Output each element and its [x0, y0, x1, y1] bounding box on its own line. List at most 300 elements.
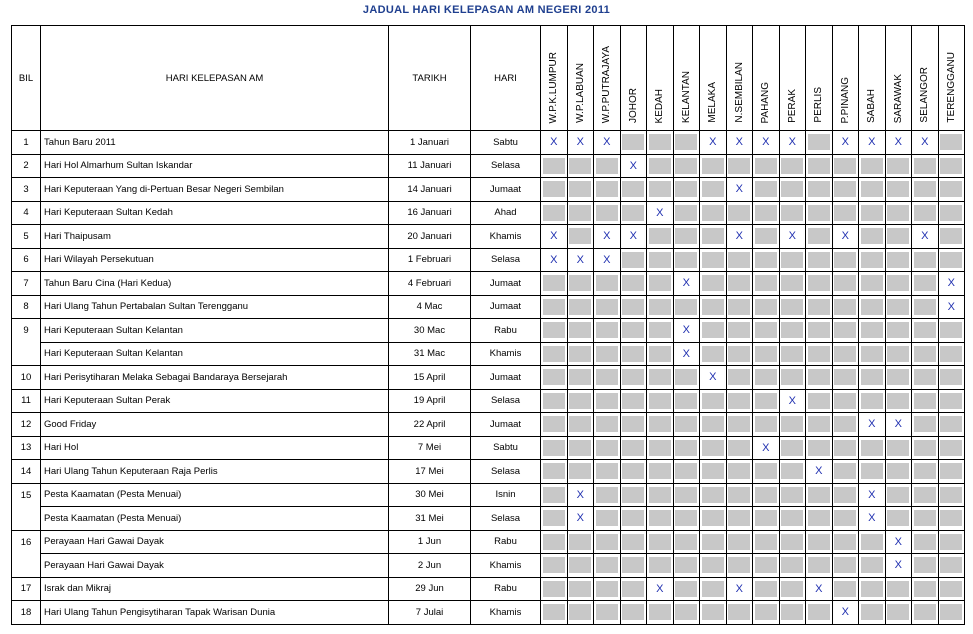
- x-mark: X: [603, 136, 611, 149]
- row-name: Perayaan Hari Gawai Dayak: [41, 530, 389, 554]
- row-name: Hari Ulang Tahun Pengisytiharan Tapak Warisan Dunia: [41, 601, 389, 625]
- empty-cell: [753, 507, 780, 531]
- holiday-mark: [594, 225, 621, 249]
- table-row: [12, 225, 965, 249]
- empty-cell: [912, 483, 939, 507]
- grey-box: [940, 181, 962, 197]
- empty-cell: [779, 201, 806, 225]
- grey-box: [728, 463, 750, 479]
- empty-cell: [806, 319, 833, 343]
- empty-cell: [912, 201, 939, 225]
- empty-cell: [938, 154, 965, 178]
- row-day: Jumaat: [471, 178, 541, 202]
- grey-box: [728, 369, 750, 385]
- grey-box: [649, 181, 671, 197]
- empty-cell: [594, 366, 621, 390]
- empty-cell: [938, 530, 965, 554]
- row-name: Tahun Baru Cina (Hari Kedua): [41, 272, 389, 296]
- empty-cell: [806, 530, 833, 554]
- x-mark: X: [841, 606, 849, 619]
- holiday-mark: [700, 131, 727, 155]
- row-day: Rabu: [471, 319, 541, 343]
- row-name: Hari Ulang Tahun Pertabalan Sultan Terengganu: [41, 295, 389, 319]
- grey-box: [755, 275, 777, 291]
- x-mark: X: [788, 136, 796, 149]
- empty-cell: [859, 366, 886, 390]
- grey-box: [887, 181, 909, 197]
- x-mark: X: [550, 253, 558, 266]
- empty-cell: [885, 248, 912, 272]
- header-state-label: JOHOR: [627, 88, 639, 123]
- empty-cell: [832, 530, 859, 554]
- grey-box: [755, 510, 777, 526]
- grey-box: [834, 158, 856, 174]
- empty-cell: [753, 460, 780, 484]
- grey-box: [622, 134, 644, 150]
- empty-cell: [753, 483, 780, 507]
- grey-box: [702, 416, 724, 432]
- empty-cell: [594, 601, 621, 625]
- empty-cell: [726, 154, 753, 178]
- empty-cell: [938, 248, 965, 272]
- grey-box: [702, 275, 724, 291]
- x-mark: X: [682, 324, 690, 337]
- empty-cell: [726, 366, 753, 390]
- header-state: [806, 26, 833, 131]
- grey-box: [702, 205, 724, 221]
- empty-cell: [832, 319, 859, 343]
- grey-box: [808, 299, 830, 315]
- row-bil: 11: [12, 389, 41, 413]
- grey-box: [596, 275, 618, 291]
- grey-box: [861, 205, 883, 221]
- grey-box: [596, 369, 618, 385]
- row-day: Selasa: [471, 154, 541, 178]
- empty-cell: [567, 577, 594, 601]
- empty-cell: [620, 295, 647, 319]
- empty-cell: [832, 577, 859, 601]
- row-name: Hari Keputeraan Yang di-Pertuan Besar Negeri Sembilan: [41, 178, 389, 202]
- grey-box: [596, 322, 618, 338]
- empty-cell: [647, 389, 674, 413]
- grey-box: [596, 581, 618, 597]
- row-date: 30 Mac: [389, 319, 471, 343]
- grey-box: [675, 416, 697, 432]
- grey-box: [834, 463, 856, 479]
- empty-cell: [541, 178, 568, 202]
- empty-cell: [567, 154, 594, 178]
- grey-box: [755, 369, 777, 385]
- empty-cell: [594, 530, 621, 554]
- holiday-mark: [832, 131, 859, 155]
- empty-cell: [806, 248, 833, 272]
- grey-box: [808, 252, 830, 268]
- header-state-label: SARAWAK: [892, 73, 904, 123]
- grey-box: [887, 440, 909, 456]
- row-bil: 15: [12, 483, 41, 507]
- x-mark: X: [576, 253, 584, 266]
- grey-box: [914, 299, 936, 315]
- header-state: [779, 26, 806, 131]
- empty-cell: [620, 507, 647, 531]
- empty-cell: [726, 319, 753, 343]
- x-mark: X: [841, 136, 849, 149]
- empty-cell: [594, 295, 621, 319]
- grey-box: [569, 158, 591, 174]
- grey-box: [649, 487, 671, 503]
- x-mark: X: [550, 230, 558, 243]
- header-state-label: PERAK: [786, 89, 798, 123]
- grey-box: [834, 581, 856, 597]
- x-mark: X: [709, 136, 717, 149]
- x-mark: X: [656, 582, 664, 595]
- row-date: 4 Februari: [389, 272, 471, 296]
- grey-box: [940, 463, 962, 479]
- grey-box: [728, 158, 750, 174]
- grey-box: [649, 440, 671, 456]
- empty-cell: [859, 554, 886, 578]
- grey-box: [861, 463, 883, 479]
- empty-cell: [779, 483, 806, 507]
- empty-cell: [700, 342, 727, 366]
- grey-box: [861, 534, 883, 550]
- grey-box: [569, 604, 591, 620]
- grey-box: [808, 534, 830, 550]
- empty-cell: [673, 154, 700, 178]
- x-mark: X: [841, 230, 849, 243]
- grey-box: [596, 534, 618, 550]
- empty-cell: [726, 507, 753, 531]
- empty-cell: [541, 342, 568, 366]
- empty-cell: [885, 342, 912, 366]
- grey-box: [914, 534, 936, 550]
- empty-cell: [700, 389, 727, 413]
- empty-cell: [647, 319, 674, 343]
- row-name: Pesta Kaamatan (Pesta Menuai): [41, 483, 389, 507]
- grey-box: [834, 181, 856, 197]
- empty-cell: [806, 225, 833, 249]
- header-state: [859, 26, 886, 131]
- grey-box: [808, 346, 830, 362]
- grey-box: [834, 322, 856, 338]
- empty-cell: [806, 295, 833, 319]
- grey-box: [649, 557, 671, 573]
- header-state: [673, 26, 700, 131]
- empty-cell: [673, 225, 700, 249]
- grey-box: [940, 604, 962, 620]
- row-date: 1 Jun: [389, 530, 471, 554]
- grey-box: [887, 205, 909, 221]
- header-state-label: PAHANG: [760, 81, 772, 123]
- empty-cell: [673, 248, 700, 272]
- empty-cell: [779, 154, 806, 178]
- holiday-mark: [567, 507, 594, 531]
- empty-cell: [885, 272, 912, 296]
- empty-cell: [647, 272, 674, 296]
- empty-cell: [567, 436, 594, 460]
- empty-cell: [938, 460, 965, 484]
- empty-cell: [541, 436, 568, 460]
- row-name: Hari Ulang Tahun Keputeraan Raja Perlis: [41, 460, 389, 484]
- grey-box: [702, 510, 724, 526]
- header-state: [700, 26, 727, 131]
- empty-cell: [912, 366, 939, 390]
- grey-box: [675, 158, 697, 174]
- grey-box: [834, 534, 856, 550]
- table-row: [12, 389, 965, 413]
- holiday-mark: [832, 601, 859, 625]
- row-name: Hari Perisytiharan Melaka Sebagai Bandaraya Bersejarah: [41, 366, 389, 390]
- x-mark: X: [894, 136, 902, 149]
- empty-cell: [938, 577, 965, 601]
- empty-cell: [673, 436, 700, 460]
- empty-cell: [806, 554, 833, 578]
- empty-cell: [673, 507, 700, 531]
- empty-cell: [620, 460, 647, 484]
- empty-cell: [594, 554, 621, 578]
- empty-cell: [832, 366, 859, 390]
- grey-box: [596, 158, 618, 174]
- row-bil: 10: [12, 366, 41, 390]
- header-state-label: PERLIS: [813, 87, 825, 123]
- row-name: Hari Wilayah Persekutuan: [41, 248, 389, 272]
- empty-cell: [938, 225, 965, 249]
- empty-cell: [700, 483, 727, 507]
- empty-cell: [885, 436, 912, 460]
- grey-box: [675, 604, 697, 620]
- grey-box: [834, 416, 856, 432]
- empty-cell: [859, 248, 886, 272]
- grey-box: [781, 487, 803, 503]
- holiday-mark: [673, 342, 700, 366]
- grey-box: [861, 369, 883, 385]
- empty-cell: [832, 248, 859, 272]
- empty-cell: [647, 601, 674, 625]
- empty-cell: [673, 483, 700, 507]
- empty-cell: [885, 507, 912, 531]
- holiday-mark: [859, 413, 886, 437]
- grey-box: [543, 463, 565, 479]
- empty-cell: [594, 483, 621, 507]
- table-row: [12, 530, 965, 554]
- grey-box: [940, 252, 962, 268]
- row-bil: [12, 342, 41, 366]
- grey-box: [914, 346, 936, 362]
- grey-box: [808, 393, 830, 409]
- empty-cell: [673, 413, 700, 437]
- grey-box: [543, 510, 565, 526]
- grey-box: [887, 275, 909, 291]
- row-name: Hari Keputeraan Sultan Kedah: [41, 201, 389, 225]
- grey-box: [887, 228, 909, 244]
- grey-box: [755, 228, 777, 244]
- grey-box: [781, 158, 803, 174]
- empty-cell: [673, 530, 700, 554]
- empty-cell: [859, 601, 886, 625]
- empty-cell: [726, 413, 753, 437]
- grey-box: [649, 228, 671, 244]
- grey-box: [914, 440, 936, 456]
- empty-cell: [938, 554, 965, 578]
- grey-box: [861, 322, 883, 338]
- row-bil: 6: [12, 248, 41, 272]
- grey-box: [861, 228, 883, 244]
- grey-box: [649, 510, 671, 526]
- empty-cell: [726, 201, 753, 225]
- empty-cell: [620, 577, 647, 601]
- empty-cell: [594, 460, 621, 484]
- grey-box: [702, 322, 724, 338]
- row-bil: [12, 554, 41, 578]
- grey-box: [596, 463, 618, 479]
- holiday-mark: [938, 295, 965, 319]
- empty-cell: [673, 554, 700, 578]
- table-body: [12, 131, 965, 625]
- row-day: Khamis: [471, 225, 541, 249]
- grey-box: [596, 393, 618, 409]
- empty-cell: [567, 413, 594, 437]
- row-bil: 13: [12, 436, 41, 460]
- header-state: [594, 26, 621, 131]
- empty-cell: [779, 319, 806, 343]
- row-name: Hari Keputeraan Sultan Kelantan: [41, 342, 389, 366]
- empty-cell: [806, 131, 833, 155]
- grey-box: [596, 557, 618, 573]
- grey-box: [861, 393, 883, 409]
- empty-cell: [779, 272, 806, 296]
- empty-cell: [726, 272, 753, 296]
- grey-box: [622, 205, 644, 221]
- row-date: 15 April: [389, 366, 471, 390]
- empty-cell: [594, 507, 621, 531]
- empty-cell: [700, 530, 727, 554]
- holiday-mark: [753, 131, 780, 155]
- grey-box: [808, 181, 830, 197]
- empty-cell: [753, 389, 780, 413]
- x-mark: X: [894, 535, 902, 548]
- grey-box: [675, 557, 697, 573]
- empty-cell: [753, 342, 780, 366]
- grey-box: [755, 416, 777, 432]
- empty-cell: [832, 272, 859, 296]
- empty-cell: [567, 342, 594, 366]
- holiday-mark: [938, 272, 965, 296]
- grey-box: [622, 275, 644, 291]
- grey-box: [543, 604, 565, 620]
- grey-box: [755, 299, 777, 315]
- grey-box: [755, 181, 777, 197]
- grey-box: [543, 346, 565, 362]
- empty-cell: [567, 366, 594, 390]
- grey-box: [808, 440, 830, 456]
- row-bil: 16: [12, 530, 41, 554]
- empty-cell: [753, 225, 780, 249]
- holiday-mark: [541, 225, 568, 249]
- grey-box: [914, 463, 936, 479]
- grey-box: [728, 557, 750, 573]
- empty-cell: [753, 601, 780, 625]
- row-day: Selasa: [471, 507, 541, 531]
- empty-cell: [912, 413, 939, 437]
- grey-box: [861, 604, 883, 620]
- grey-box: [622, 487, 644, 503]
- grey-box: [675, 463, 697, 479]
- empty-cell: [647, 507, 674, 531]
- grey-box: [622, 557, 644, 573]
- row-name: Perayaan Hari Gawai Dayak: [41, 554, 389, 578]
- grey-box: [728, 346, 750, 362]
- empty-cell: [859, 295, 886, 319]
- empty-cell: [912, 319, 939, 343]
- grey-box: [543, 322, 565, 338]
- empty-cell: [779, 413, 806, 437]
- row-day: Jumaat: [471, 413, 541, 437]
- grey-box: [861, 158, 883, 174]
- empty-cell: [938, 413, 965, 437]
- grey-box: [543, 557, 565, 573]
- empty-cell: [885, 201, 912, 225]
- grey-box: [596, 346, 618, 362]
- grey-box: [728, 487, 750, 503]
- grey-box: [622, 181, 644, 197]
- grey-box: [914, 158, 936, 174]
- empty-cell: [726, 248, 753, 272]
- empty-cell: [753, 554, 780, 578]
- row-bil: 5: [12, 225, 41, 249]
- grey-box: [808, 487, 830, 503]
- empty-cell: [779, 530, 806, 554]
- empty-cell: [779, 342, 806, 366]
- holiday-table: [11, 25, 965, 625]
- empty-cell: [673, 201, 700, 225]
- empty-cell: [541, 389, 568, 413]
- grey-box: [728, 393, 750, 409]
- x-mark: X: [921, 136, 929, 149]
- empty-cell: [832, 201, 859, 225]
- row-date: 7 Mei: [389, 436, 471, 460]
- row-name: Hari Keputeraan Sultan Perak: [41, 389, 389, 413]
- empty-cell: [912, 460, 939, 484]
- holiday-mark: [859, 507, 886, 531]
- grey-box: [596, 299, 618, 315]
- empty-cell: [700, 507, 727, 531]
- empty-cell: [832, 342, 859, 366]
- empty-cell: [753, 178, 780, 202]
- empty-cell: [832, 178, 859, 202]
- grey-box: [861, 181, 883, 197]
- row-day: Rabu: [471, 530, 541, 554]
- row-bil: 12: [12, 413, 41, 437]
- empty-cell: [912, 295, 939, 319]
- grey-box: [781, 416, 803, 432]
- table-row: [12, 131, 965, 155]
- x-mark: X: [815, 582, 823, 595]
- empty-cell: [859, 225, 886, 249]
- header-state: [620, 26, 647, 131]
- grey-box: [781, 275, 803, 291]
- grey-box: [808, 205, 830, 221]
- row-date: 16 Januari: [389, 201, 471, 225]
- grey-box: [755, 557, 777, 573]
- grey-box: [569, 534, 591, 550]
- row-bil: 7: [12, 272, 41, 296]
- empty-cell: [620, 389, 647, 413]
- header-bil: BIL: [12, 26, 41, 131]
- grey-box: [781, 346, 803, 362]
- empty-cell: [938, 601, 965, 625]
- grey-box: [834, 393, 856, 409]
- empty-cell: [806, 413, 833, 437]
